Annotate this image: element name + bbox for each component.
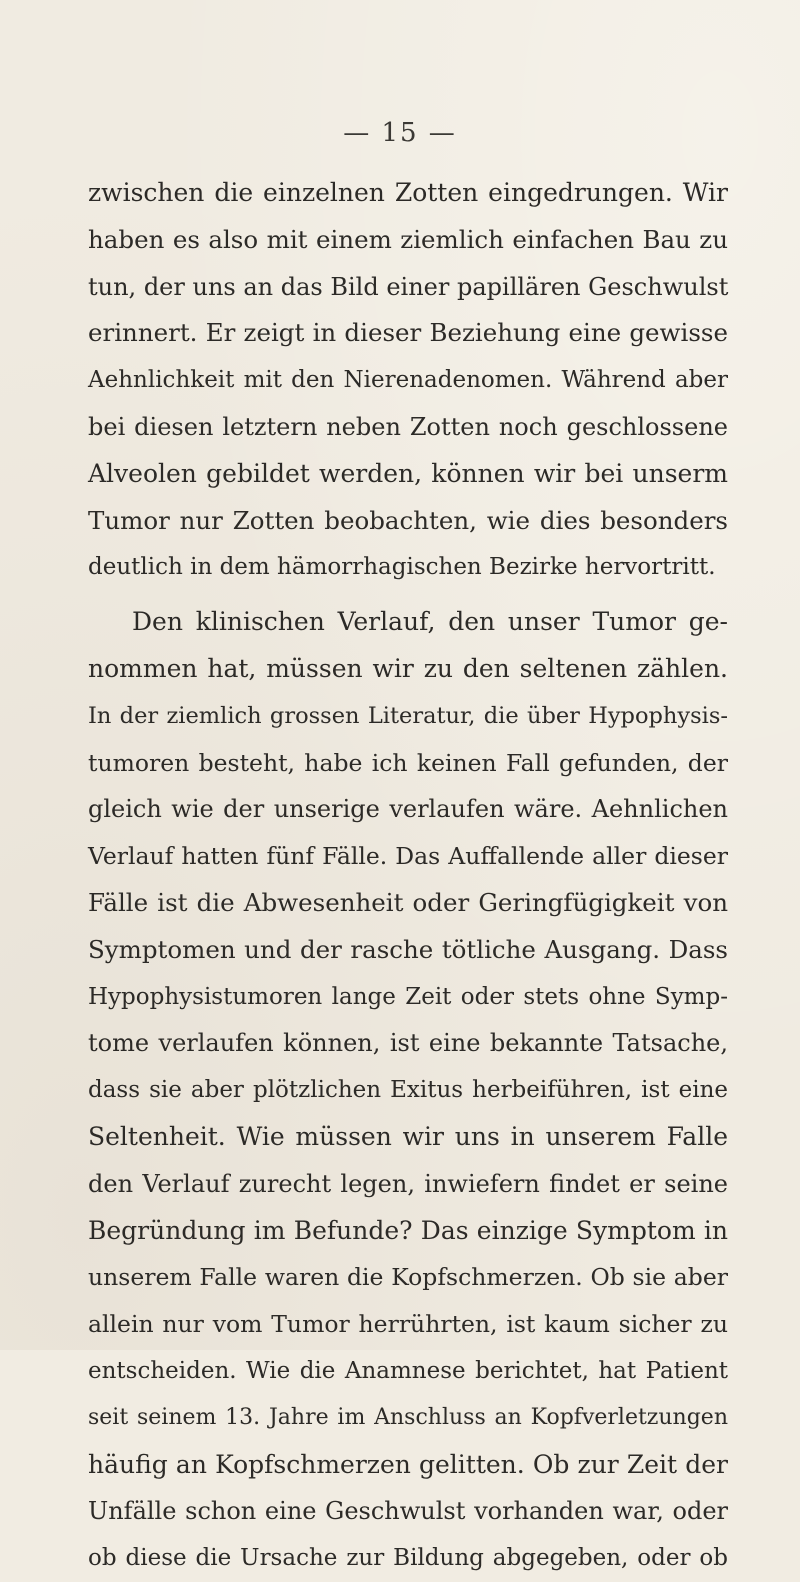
paragraph-gap: [88, 591, 728, 599]
text-line: den Verlauf zurecht legen, inwiefern findet er seine: [88, 1169, 728, 1198]
text-line: tun, der uns an das Bild einer papillären Geschwulst: [88, 272, 729, 301]
text-line: Symptomen und der rasche tötliche Ausgang. Dass: [88, 934, 728, 964]
text-line: In der ziemlich grossen Literatur, die über Hypophysis-: [88, 702, 728, 729]
text-line: dass sie aber plötzlichen Exitus herbeiführen, ist eine: [88, 1077, 728, 1104]
text-line: deutlich in dem hämorrhagischen Bezirke hervortritt.: [88, 554, 716, 581]
text-line: bei diesen letztern neben Zotten noch geschlossene: [88, 412, 728, 441]
text-line: Fälle ist die Abwesenheit oder Geringfügigkeit von: [88, 887, 728, 917]
text-line: zwischen die einzelnen Zotten eingedrungen. Wir: [88, 178, 728, 207]
text-line: Hypophysistumoren lange Zeit oder stets ohne Symp-: [88, 983, 728, 1010]
text-line: Verlauf hatten fünf Fälle. Das Auffallende aller dieser: [88, 842, 728, 871]
text-line: Den klinischen Verlauf, den unser Tumor ge-: [132, 607, 728, 637]
text-line: allein nur vom Tumor herrührten, ist kaum sicher zu: [88, 1310, 728, 1339]
text-line: seit seinem 13. Jahre im Anschluss an Kopfverletzungen: [88, 1404, 728, 1430]
text-line: haben es also mit einem ziemlich einfachen Bau zu: [88, 224, 728, 254]
text-line: nommen hat, müssen wir zu den seltenen zählen.: [88, 653, 728, 683]
paragraph: [88, 170, 728, 591]
text-line: Unfälle schon eine Geschwulst vorhanden war, oder: [88, 1497, 728, 1526]
text-line: tumoren besteht, habe ich keinen Fall gefunden, der: [88, 748, 728, 777]
text-line: entscheiden. Wie die Anamnese berichtet, hat Patient: [88, 1357, 728, 1384]
text-line: gleich wie der unserige verlaufen wäre. Aehnlichen: [88, 795, 728, 824]
text-line: unserem Falle waren die Kopfschmerzen. Ob sie aber: [88, 1263, 728, 1292]
page-number: — 15 —: [343, 118, 457, 148]
text-line: ob diese die Ursache zur Bildung abgegeben, oder ob: [88, 1545, 728, 1572]
text-line: Aehnlichkeit mit den Nierenadenomen. Während aber: [88, 367, 728, 394]
paragraph: [88, 599, 728, 1582]
text-line: erinnert. Er zeigt in dieser Beziehung eine gewisse: [88, 318, 728, 348]
text-line: Begründung im Befunde? Das einzige Symptom in: [88, 1215, 728, 1245]
body-text: [88, 170, 728, 1582]
text-line: tome verlaufen können, ist eine bekannte Tatsache,: [88, 1029, 728, 1058]
text-line: Alveolen gebildet werden, können wir bei unserm: [88, 458, 728, 488]
text-line: häufig an Kopfschmerzen gelitten. Ob zur Zeit der: [88, 1449, 728, 1479]
text-line: Tumor nur Zotten beobachten, wie dies besonders: [88, 505, 728, 535]
text-line: Seltenheit. Wie müssen wir uns in unserem Falle: [88, 1121, 728, 1151]
